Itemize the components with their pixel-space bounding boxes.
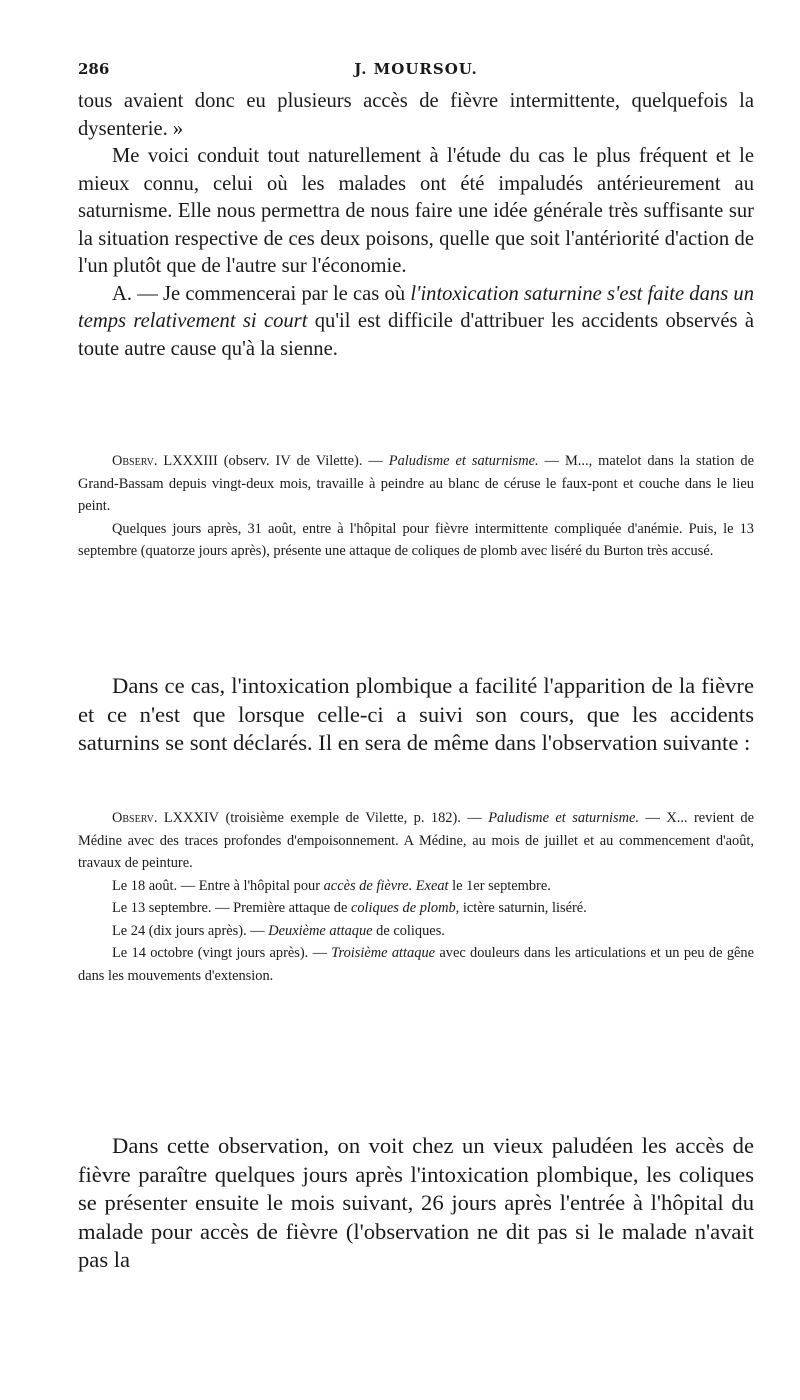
- obs84-l2b: accès de fièvre. Exeat: [323, 877, 449, 894]
- p3-italic: l'intoxication saturnine s'est faite dans un temps relativement si court: [78, 282, 754, 332]
- commentary-1: [78, 672, 754, 758]
- obs84-line5: [78, 942, 754, 987]
- obs84-ref: (troisième exemple de Vilette, p. 182). —: [219, 810, 489, 826]
- obs83-para2: Quelques jours après, 31 août, entre à l'hôpital pour fièvre intermittente compliquée d'anémie. Puis, le 13 septembre (quatorze jours après), présente une attaque de coliques de plomb avec liséré du Burton très accusé.: [78, 520, 754, 559]
- obs84-l4b: Deuxième attaque: [268, 922, 373, 939]
- obs84-l4a: Le 24 (dix jours après). —: [112, 922, 269, 939]
- obs84-l3a: Le 13 septembre. — Première attaque de: [112, 900, 351, 916]
- page-number: 286: [78, 60, 110, 78]
- obs84-l5b: Troisième attaque: [331, 945, 436, 961]
- obs84-l3b: coliques de plomb,: [350, 900, 460, 916]
- obs84-l3c: ictère saturnin, liséré.: [459, 900, 587, 916]
- big-paragraph-2: Dans cette observation, on voit chez un vieux paludéen les accès de fièvre paraître quelques jours après l'intoxication plombique, les coliques se présenter ensuite le mois suivant, 26 jours après l'entrée à l'hôpital du malade pour accès de fièvre (l'observation ne dit pas si le malade n'avait pas la: [78, 1133, 754, 1272]
- obs84-text1: — X... revient de Médine avec des traces profondes d'empoisonnement. A Médine, au mois de juillet et au commencement d'août, travaux de peinture.: [78, 810, 754, 871]
- obs84-l2c: le 1er septembre.: [448, 877, 551, 894]
- page: [78, 0, 754, 1400]
- p3-start: A. — Je commencerai par le cas où: [112, 282, 411, 305]
- obs83-title: Paludisme et saturnisme.: [388, 453, 539, 469]
- obs84-line3: [78, 897, 754, 920]
- obs83-label: Observ. LXXXIII: [112, 453, 218, 469]
- obs84-l2a: Le 18 août. — Entre à l'hôpital pour: [112, 877, 324, 894]
- observation-83: [78, 450, 754, 563]
- obs83-text1: — M..., matelot dans la station de Grand-Bassam depuis vingt-deux mois, travaille à peindre au blanc de céruse le faux-pont et couche dans le lieu peint.: [78, 453, 754, 514]
- page-header: [78, 60, 754, 84]
- intro-text: [78, 88, 754, 363]
- paragraph-1: tous avaient donc eu plusieurs accès de fièvre intermittente, quelquefois la dysenterie. »: [78, 90, 754, 140]
- obs84-para1: [78, 807, 754, 875]
- commentary-2: [78, 1132, 754, 1275]
- obs84-l5a: Le 14 octobre (vingt jours après). —: [112, 945, 332, 961]
- observation-84: [78, 807, 754, 987]
- obs83-para1: [78, 450, 754, 518]
- p3-end: qu'il est difficile d'attribuer les accidents observés à toute autre cause qu'à la sienne.: [78, 310, 754, 360]
- obs83-ref: (observ. IV de Vilette). —: [217, 453, 389, 469]
- paragraph-3: [78, 281, 754, 364]
- paragraph-2: Me voici conduit tout naturellement à l'étude du cas le plus fréquent et le mieux connu, celui où les malades ont été impaludés antérieurement au saturnisme. Elle nous permettra de nous faire une idée générale très suffisante sur la situation respective de ces deux poisons, quelle que soit l'antériorité d'action de l'un plutôt que de l'autre sur l'économie.: [78, 145, 754, 277]
- obs84-line4: [78, 920, 754, 943]
- obs84-l5c: avec douleurs dans les articulations et un peu de gêne dans les mouvements d'extension.: [78, 945, 754, 984]
- obs84-l4c: de coliques.: [372, 922, 445, 939]
- big-paragraph-1: Dans ce cas, l'intoxication plombique a facilité l'apparition de la fièvre et ce n'est que lorsque celle-ci a suivi son cours, que les accidents saturnins se sont déclarés. Il en sera de même dans l'observation suivante :: [78, 673, 754, 755]
- obs84-title: Paludisme et saturnisme.: [488, 810, 640, 826]
- running-head: J. MOURSOU.: [354, 60, 478, 78]
- obs84-label: Observ. LXXXIV: [112, 810, 220, 826]
- obs84-line2: [78, 875, 754, 898]
